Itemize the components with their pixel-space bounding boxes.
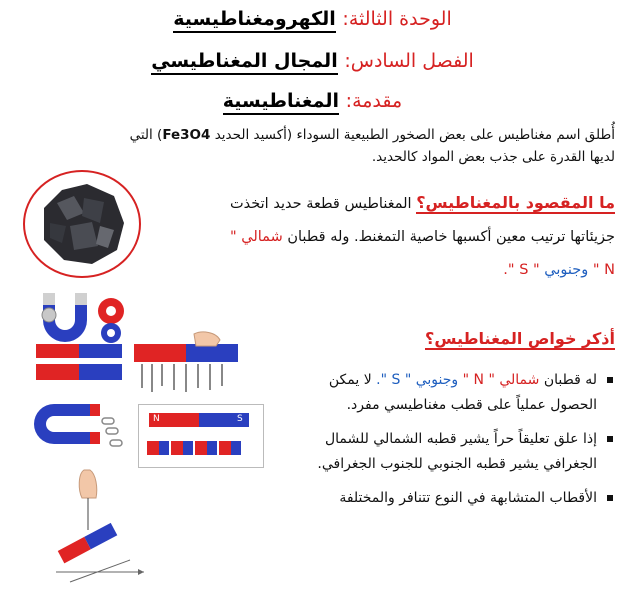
pole-s-label: S: [237, 414, 243, 424]
intro-title: [0, 88, 625, 114]
south-letter: " S ".: [503, 262, 540, 278]
definition-question: ما المقصود بالمغناطيس؟: [416, 193, 616, 212]
unit-value: الكهرومغناطيسية: [173, 8, 336, 33]
properties-list: [283, 368, 613, 520]
chapter-value: المجال المغناطيسي: [151, 50, 338, 75]
list-item: إذا علق تعليقاً حراً يشير قطبه الشمالي للشمال الجغرافي يشير قطبه الجنوبي للجنوب الجغرافي.: [283, 427, 613, 477]
intro-value: المغناطيسية: [223, 90, 339, 115]
bar-magnets-image: [36, 344, 122, 384]
chapter-title: [0, 48, 625, 74]
definition-answer: المغناطيس قطعة حديد اتخذت جزيئاتها ترتيب معين أكسبها خاصية التمغنط. وله قطبان: [230, 196, 615, 245]
pole-n-label: N: [153, 414, 160, 424]
properties-heading: [330, 328, 615, 351]
intro-label: مقدمة:: [345, 90, 403, 112]
definition-block: [230, 186, 615, 287]
north-word: شمالي: [241, 229, 283, 245]
list-item: له قطبان شمالي " N " وجنوبي " S ". لا يمكن الحصول عملياً على قطب مغناطيسي مفرد.: [283, 368, 613, 418]
intro-text-1a: أُطلق اسم مغناطيس على بعض الصخور الطبيعية السوداء (أكسيد الحديد: [210, 127, 615, 143]
intro-paragraph: [8, 124, 615, 168]
broken-magnet-poles-image: [138, 404, 264, 468]
intro-text-1b: ) التي: [129, 127, 163, 143]
magnet-attracting-nails-image: [132, 330, 242, 400]
horseshoe-magnet-clips-image: [28, 398, 128, 460]
iron-oxide-formula: Fe3O4: [162, 127, 211, 143]
properties-question: أذكر خواص المغناطيس؟: [425, 329, 615, 348]
north-letter: " N ": [229, 229, 615, 278]
horseshoe-ring-magnet-image: [35, 285, 125, 345]
unit-label: الوحدة الثالثة:: [342, 8, 452, 30]
magnetite-rock-image: [22, 168, 142, 280]
intro-text-2: لديها القدرة على جذب بعض المواد كالحديد.: [371, 149, 615, 165]
suspended-magnet-image: [50, 468, 150, 586]
unit-title: [0, 6, 625, 32]
chapter-label: الفصل السادس:: [344, 50, 474, 72]
and-south-word: وجنوبي: [544, 262, 589, 278]
list-item: الأقطاب المتشابهة في النوع تتنافر والمختلفة: [283, 486, 613, 511]
